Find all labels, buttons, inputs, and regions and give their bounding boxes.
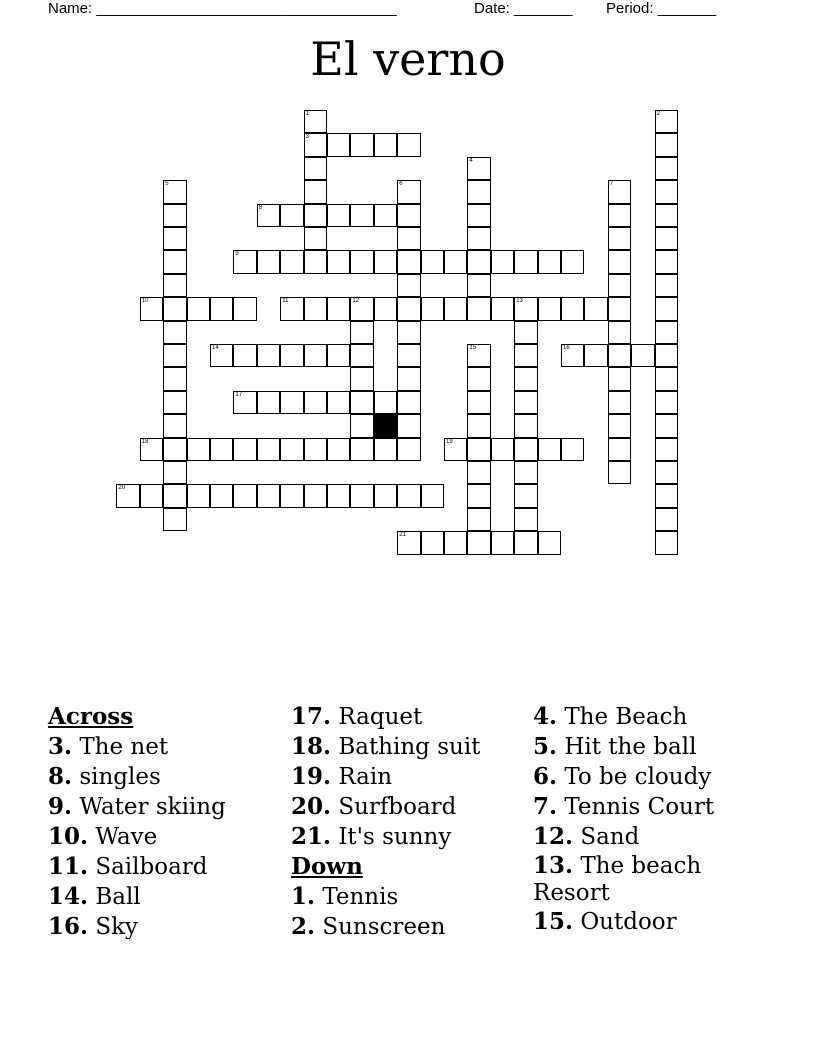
clue-number-label: 13. (533, 852, 574, 879)
clue-number: 8 (258, 204, 263, 211)
crossword-cell[interactable] (655, 133, 678, 156)
across-heading: Across (48, 703, 134, 730)
crossword-cell[interactable] (140, 438, 163, 461)
crossword-cell[interactable] (561, 250, 584, 273)
crossword-cell[interactable] (655, 367, 678, 390)
clue-item (533, 702, 723, 732)
crossword-cell[interactable] (327, 484, 350, 507)
crossword-cell[interactable] (163, 484, 186, 507)
clue-number-label: 7. (533, 793, 558, 820)
clue-number: 10 (141, 298, 149, 305)
clue-item (291, 702, 480, 732)
clue-number-label: 5. (533, 733, 558, 760)
crossword-cell[interactable] (608, 414, 631, 437)
clue-text: Rain (331, 764, 393, 790)
clue-item (48, 792, 226, 822)
clue-number: 13 (516, 298, 523, 305)
crossword-cell[interactable] (655, 508, 678, 531)
crossword-cell[interactable] (350, 484, 373, 507)
clue-text: The beach Resort (533, 853, 702, 906)
crossword-cell[interactable] (280, 391, 303, 414)
clue-text: Water skiing (72, 794, 226, 820)
crossword-cell[interactable] (467, 391, 490, 414)
clue-item (533, 822, 723, 852)
crossword-cell[interactable] (210, 484, 233, 507)
crossword-cell[interactable] (608, 391, 631, 414)
clue-item (291, 762, 480, 792)
clue-number: 21 (399, 532, 406, 539)
crossword-cell[interactable] (163, 321, 186, 344)
crossword-cell[interactable] (538, 250, 561, 273)
crossword-cell[interactable] (655, 484, 678, 507)
crossword-cell[interactable] (467, 180, 490, 203)
crossword-cell[interactable] (655, 250, 678, 273)
crossword-cell[interactable] (608, 367, 631, 390)
clue-item (291, 732, 480, 762)
crossword-cell[interactable] (608, 227, 631, 250)
clue-number-label: 12. (533, 823, 574, 850)
crossword-cell[interactable] (304, 227, 327, 250)
clue-item (291, 792, 480, 822)
clue-text: Wave (88, 824, 158, 850)
crossword-cell[interactable] (467, 344, 490, 367)
crossword-cell[interactable] (350, 391, 373, 414)
clue-column-1 (48, 702, 226, 942)
crossword-cell[interactable] (397, 250, 420, 273)
crossword-cell[interactable] (397, 414, 420, 437)
crossword-cell[interactable] (397, 274, 420, 297)
crossword-cell[interactable] (467, 204, 490, 227)
crossword-cell[interactable] (304, 250, 327, 273)
crossword-cell[interactable] (514, 367, 537, 390)
crossword-cell[interactable] (491, 531, 514, 554)
crossword-cell[interactable] (374, 133, 397, 156)
crossword-cell[interactable] (163, 438, 186, 461)
crossword-cell[interactable] (397, 180, 420, 203)
clue-text: Outdoor (573, 909, 677, 935)
clue-number-label: 18. (291, 733, 332, 760)
crossword-cell[interactable] (467, 414, 490, 437)
crossword-cell[interactable] (421, 297, 444, 320)
crossword-cell[interactable] (210, 297, 233, 320)
crossword-cell[interactable] (163, 250, 186, 273)
crossword-cell[interactable] (397, 484, 420, 507)
crossword-cell[interactable] (374, 438, 397, 461)
crossword-cell[interactable] (304, 297, 327, 320)
crossword-cell[interactable] (233, 344, 256, 367)
crossword-cell[interactable] (608, 461, 631, 484)
crossword-cell[interactable] (280, 250, 303, 273)
crossword-cell[interactable] (350, 438, 373, 461)
clue-item (48, 852, 226, 882)
clue-number-label: 14. (48, 883, 89, 910)
crossword-cell[interactable] (280, 344, 303, 367)
clue-text: Sand (573, 824, 640, 850)
crossword-cell[interactable] (514, 344, 537, 367)
crossword-cell[interactable] (233, 438, 256, 461)
crossword-cell[interactable] (374, 204, 397, 227)
clue-text: Sky (88, 914, 139, 940)
crossword-cell[interactable] (655, 391, 678, 414)
crossword-cell[interactable] (163, 391, 186, 414)
crossword-cell[interactable] (397, 321, 420, 344)
crossword-cell[interactable] (514, 438, 537, 461)
clue-number: 2 (656, 111, 660, 117)
clue-number: 7 (609, 181, 614, 188)
puzzle-title: El verno (310, 32, 506, 86)
crossword-cell[interactable] (514, 414, 537, 437)
clue-text: Hit the ball (557, 734, 697, 760)
crossword-cell[interactable] (538, 531, 561, 554)
clue-column-2 (291, 702, 480, 942)
crossword-cell[interactable] (327, 344, 350, 367)
crossword-cell[interactable] (163, 461, 186, 484)
crossword-cell[interactable] (467, 531, 490, 554)
clue-text: singles (72, 764, 161, 790)
clue-number-label: 2. (291, 913, 316, 940)
crossword-cell[interactable] (655, 180, 678, 203)
crossword-cell[interactable] (327, 250, 350, 273)
clue-item (48, 732, 226, 762)
clue-number-label: 8. (48, 763, 73, 790)
clue-number-label: 4. (533, 703, 558, 730)
clue-number: 18 (141, 438, 149, 445)
clue-number-label: 20. (291, 793, 332, 820)
crossword-cell[interactable] (397, 297, 420, 320)
clue-item (48, 882, 226, 912)
crossword-cell[interactable] (304, 344, 327, 367)
crossword-cell[interactable] (304, 180, 327, 203)
crossword-cell[interactable] (655, 531, 678, 554)
crossword-cell[interactable] (491, 297, 514, 320)
clue-text: Surfboard (331, 794, 457, 820)
crossword-cell[interactable] (561, 438, 584, 461)
crossword-cell[interactable] (327, 133, 350, 156)
crossword-cell[interactable] (467, 274, 490, 297)
clue-number: 4 (469, 157, 473, 164)
clue-text: The Beach (557, 704, 688, 730)
crossword-cell[interactable] (491, 438, 514, 461)
clue-number-label: 17. (291, 703, 332, 730)
crossword-cell[interactable] (140, 297, 163, 320)
crossword-cell[interactable] (163, 180, 186, 203)
crossword-cell[interactable] (280, 438, 303, 461)
crossword-cell[interactable] (444, 250, 467, 273)
crossword-cell[interactable] (304, 110, 327, 133)
clue-text: Tennis Court (557, 794, 715, 820)
crossword-cell[interactable] (350, 414, 373, 437)
crossword-cell[interactable] (163, 367, 186, 390)
crossword-cell[interactable] (467, 227, 490, 250)
crossword-cell[interactable] (350, 133, 373, 156)
crossword-cell[interactable] (514, 297, 537, 320)
crossword-cell[interactable] (608, 274, 631, 297)
clue-number-label: 21. (291, 823, 332, 850)
clue-number-label: 3. (48, 733, 73, 760)
crossword-cell[interactable] (163, 414, 186, 437)
crossword-cell[interactable] (467, 157, 490, 180)
clue-item (291, 882, 480, 912)
crossword-cell[interactable] (163, 274, 186, 297)
clue-text: To be cloudy (557, 764, 712, 790)
crossword-cell[interactable] (655, 344, 678, 367)
clue-text: Sailboard (88, 854, 208, 880)
crossword-cell[interactable] (467, 484, 490, 507)
crossword-cell[interactable] (210, 438, 233, 461)
crossword-cell[interactable] (327, 297, 350, 320)
clue-number: 5 (165, 181, 169, 188)
crossword-cell[interactable] (233, 250, 256, 273)
crossword-cell[interactable] (608, 204, 631, 227)
clue-number: 1 (305, 111, 309, 117)
crossword-cell[interactable] (350, 250, 373, 273)
clue-number: 20 (118, 485, 126, 492)
crossword-cell[interactable] (163, 508, 186, 531)
crossword-cell[interactable] (233, 391, 256, 414)
clue-number: 9 (235, 251, 239, 258)
crossword-cell[interactable] (467, 508, 490, 531)
crossword-cell[interactable] (397, 227, 420, 250)
crossword-cell[interactable] (467, 297, 490, 320)
crossword-cell[interactable] (397, 531, 420, 554)
crossword-cell[interactable] (327, 204, 350, 227)
crossword-cell[interactable] (257, 204, 280, 227)
crossword-cell[interactable] (350, 204, 373, 227)
clue-number: 14 (212, 345, 219, 351)
crossword-cell[interactable] (163, 344, 186, 367)
crossword-cell[interactable] (538, 297, 561, 320)
crossword-cell[interactable] (163, 227, 186, 250)
crossword-cell[interactable] (374, 484, 397, 507)
period-field-label[interactable]: Period: _______ (606, 0, 717, 17)
crossword-cell[interactable] (561, 297, 584, 320)
crossword-cell[interactable] (444, 438, 467, 461)
crossword-cell[interactable] (304, 204, 327, 227)
crossword-cell[interactable] (233, 297, 256, 320)
crossword-cell[interactable] (397, 204, 420, 227)
clue-text: It's sunny (331, 824, 452, 850)
crossword-cell[interactable] (655, 297, 678, 320)
crossword-cell[interactable] (514, 508, 537, 531)
clue-number-label: 6. (533, 763, 558, 790)
clue-item (533, 792, 723, 822)
clue-number-label: 9. (48, 793, 73, 820)
clue-number: 6 (399, 181, 403, 188)
crossword-cell[interactable] (655, 321, 678, 344)
crossword-cell[interactable] (327, 391, 350, 414)
clue-number-label: 19. (291, 763, 332, 790)
crossword-cell[interactable] (257, 344, 280, 367)
clue-number: 19 (446, 438, 453, 445)
crossword-cell[interactable] (187, 438, 210, 461)
crossword-cell[interactable] (561, 344, 584, 367)
clue-text: Tennis (315, 884, 399, 910)
clue-column-3 (533, 702, 723, 937)
clue-item (291, 912, 480, 942)
crossword-cell[interactable] (280, 204, 303, 227)
clue-number-label: 16. (48, 913, 89, 940)
crossword-cell[interactable] (374, 297, 397, 320)
crossword-cell[interactable] (514, 461, 537, 484)
clue-number-label: 1. (291, 883, 316, 910)
crossword-cell[interactable] (608, 250, 631, 273)
crossword-cell[interactable] (350, 367, 373, 390)
name-field-label[interactable]: Name: ____________________________________ (48, 0, 397, 17)
crossword-cell[interactable] (467, 461, 490, 484)
crossword-cell[interactable] (374, 391, 397, 414)
crossword-cell[interactable] (257, 250, 280, 273)
crossword-cell[interactable] (584, 344, 607, 367)
crossword-cell[interactable] (608, 344, 631, 367)
clue-text: Sunscreen (315, 914, 446, 940)
clue-item (533, 732, 723, 762)
crossword-cell[interactable] (421, 250, 444, 273)
crossword-cell[interactable] (608, 180, 631, 203)
crossword-cell[interactable] (350, 344, 373, 367)
crossword-cell[interactable] (421, 531, 444, 554)
clue-number: 3 (305, 134, 309, 141)
clue-item (48, 762, 226, 792)
crossword-cell[interactable] (655, 461, 678, 484)
crossword-cell[interactable] (397, 391, 420, 414)
crossword-cell[interactable] (608, 438, 631, 461)
crossword-cell[interactable] (631, 344, 654, 367)
blocked-cell (374, 414, 397, 437)
crossword-cell[interactable] (140, 484, 163, 507)
crossword-cell[interactable] (467, 250, 490, 273)
crossword-cell[interactable] (655, 110, 678, 133)
clue-number: 17 (235, 391, 243, 398)
crossword-cell[interactable] (467, 367, 490, 390)
crossword-cell[interactable] (304, 438, 327, 461)
crossword-cell[interactable] (514, 250, 537, 273)
crossword-cell[interactable] (187, 297, 210, 320)
crossword-cell[interactable] (397, 438, 420, 461)
crossword-cell[interactable] (187, 484, 210, 507)
crossword-cell[interactable] (350, 321, 373, 344)
crossword-cell[interactable] (304, 484, 327, 507)
crossword-cell[interactable] (514, 321, 537, 344)
crossword-cell[interactable] (655, 204, 678, 227)
crossword-cell[interactable] (280, 297, 303, 320)
clue-number-label: 10. (48, 823, 89, 850)
crossword-cell[interactable] (444, 531, 467, 554)
crossword-cell[interactable] (655, 157, 678, 180)
crossword-cell[interactable] (608, 321, 631, 344)
clue-item (533, 852, 723, 907)
crossword-cell[interactable] (514, 484, 537, 507)
crossword-cell[interactable] (655, 227, 678, 250)
clue-text: The net (72, 734, 169, 760)
clue-number-label: 15. (533, 908, 574, 935)
crossword-cell[interactable] (467, 438, 490, 461)
clue-number: 16 (563, 345, 570, 351)
crossword-cell[interactable] (514, 391, 537, 414)
crossword-cell[interactable] (655, 414, 678, 437)
crossword-cell[interactable] (397, 133, 420, 156)
clue-number: 11 (282, 298, 289, 305)
crossword-cell[interactable] (257, 391, 280, 414)
crossword-cell[interactable] (397, 344, 420, 367)
clue-item (533, 762, 723, 792)
crossword-cell[interactable] (163, 297, 186, 320)
crossword-cell[interactable] (210, 344, 233, 367)
crossword-cell[interactable] (163, 204, 186, 227)
crossword-cell[interactable] (327, 438, 350, 461)
crossword-cell[interactable] (655, 438, 678, 461)
date-field-label[interactable]: Date: _______ (474, 0, 573, 17)
crossword-cell[interactable] (374, 250, 397, 273)
crossword-cell[interactable] (304, 157, 327, 180)
clue-number-label: 11. (48, 853, 89, 880)
crossword-cell[interactable] (514, 531, 537, 554)
crossword-cell[interactable] (421, 484, 444, 507)
crossword-cell[interactable] (116, 484, 139, 507)
crossword-cell[interactable] (304, 391, 327, 414)
clue-item (533, 907, 723, 937)
crossword-cell[interactable] (584, 297, 607, 320)
crossword-cell[interactable] (257, 484, 280, 507)
clue-number: 15 (469, 345, 477, 351)
clue-item (291, 822, 480, 852)
clue-text: Raquet (331, 704, 423, 730)
clue-text: Ball (88, 884, 141, 910)
clue-item (48, 822, 226, 852)
crossword-cell[interactable] (304, 133, 327, 156)
crossword-cell[interactable] (444, 297, 467, 320)
clue-text: Bathing suit (331, 734, 481, 760)
clue-item (48, 912, 226, 942)
crossword-cell[interactable] (280, 484, 303, 507)
crossword-cell[interactable] (538, 438, 561, 461)
crossword-cell[interactable] (233, 484, 256, 507)
crossword-cell[interactable] (608, 297, 631, 320)
clue-number: 12 (352, 298, 360, 305)
crossword-cell[interactable] (257, 438, 280, 461)
crossword-cell[interactable] (397, 367, 420, 390)
crossword-cell[interactable] (655, 274, 678, 297)
down-heading: Down (291, 853, 363, 880)
crossword-cell[interactable] (350, 297, 373, 320)
crossword-cell[interactable] (491, 250, 514, 273)
